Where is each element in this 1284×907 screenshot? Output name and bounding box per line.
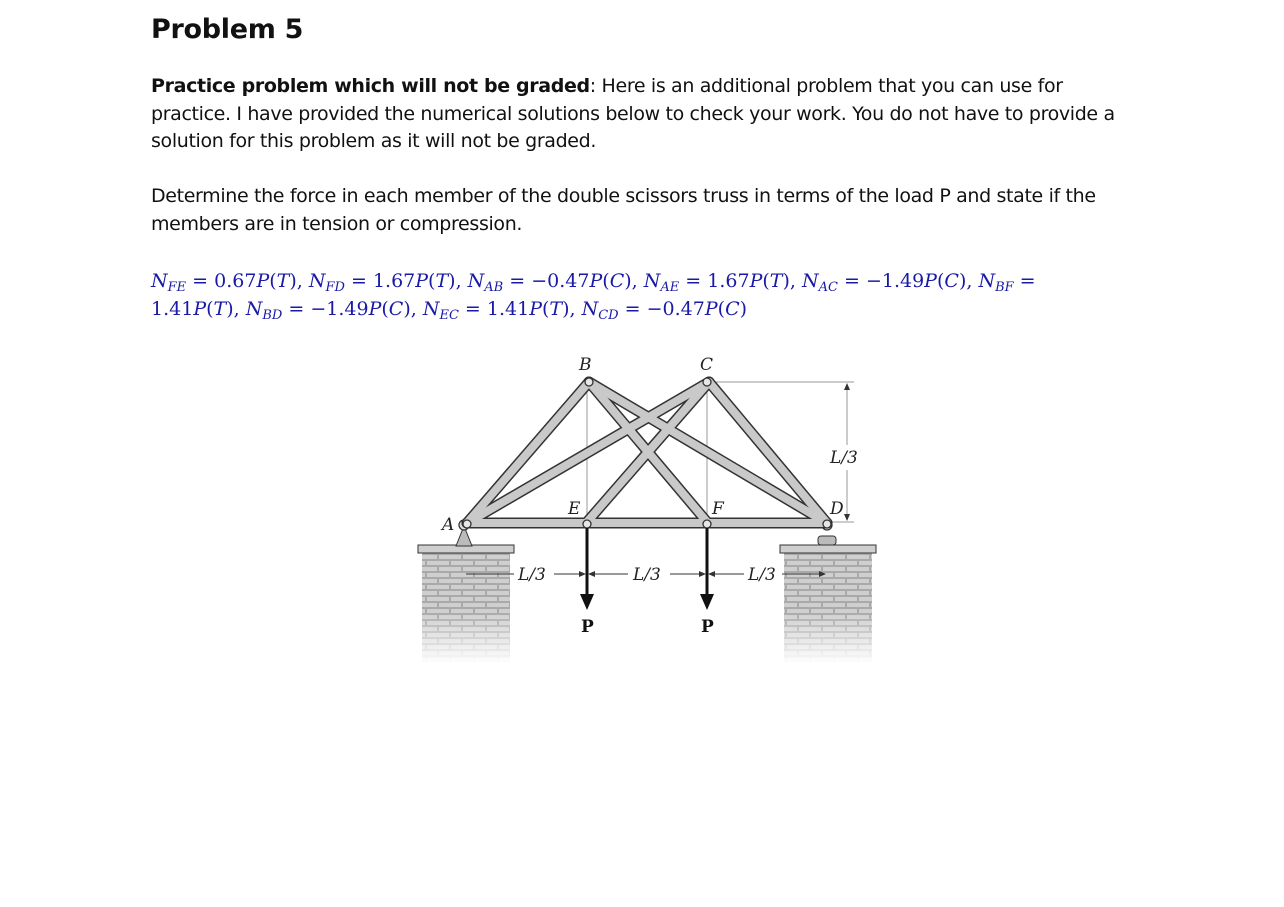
solution-line-2: [151, 295, 1136, 323]
member-force-value: −1.49: [865, 270, 925, 292]
member-state: C: [388, 298, 404, 320]
solution-fe: $N_{FE} = 0.67P(T)$,: [151, 270, 309, 295]
member-force-value: −0.47: [531, 270, 590, 292]
solution-equations: [151, 267, 1136, 323]
problem-statement: Determine the force in each member of the double scissors truss in terms of the load P and state if the members are in tension or compression.: [151, 185, 1096, 235]
solution-bf: $N_{BF}$ =: [978, 270, 1036, 295]
joint-label-f: F: [712, 499, 724, 519]
member-state: T: [549, 298, 563, 320]
truss-members: [467, 382, 827, 523]
joint-label-e: E: [568, 499, 581, 519]
member-force-value: 1.41: [486, 298, 530, 320]
member-state: T: [435, 270, 449, 292]
member-force-value: −0.47: [646, 298, 705, 320]
practice-note-text: : Here is an additional problem that you can use for practice. I have provided the numerical solutions below to check your work. You do not have to provide a solution for this problem as it will not be graded.: [151, 75, 1115, 152]
member-force-value: 0.67: [214, 270, 257, 292]
solution-bd: $N_{BD} = -1.49P(C)$,: [245, 298, 423, 323]
member-subscript: FE: [167, 280, 187, 295]
practice-note-lead: Practice problem which will not be graded: [151, 75, 590, 97]
member-subscript: FD: [325, 280, 345, 295]
right-support: [780, 520, 876, 664]
member-subscript: AC: [818, 280, 838, 295]
member-force-value: 1.67: [372, 270, 416, 292]
load-label-e: P: [581, 617, 594, 637]
truss-figure: [414, 350, 880, 670]
span-label-middle: L/3: [633, 565, 661, 585]
height-dimension-label: L/3: [830, 448, 858, 468]
joint-label-b: B: [579, 355, 592, 375]
member-force-value: 1.41: [151, 298, 194, 320]
solution-ec: $N_{EC} = 1.41P(T)$,: [422, 298, 582, 323]
solution-bf-value: 1.41P(T),: [151, 298, 246, 320]
solution-ae: $N_{AE} = 1.67P(T)$,: [643, 270, 802, 295]
solution-ac: $N_{AC} = -1.49P(C)$,: [801, 270, 979, 295]
solution-line-1: [151, 267, 1136, 295]
member-subscript: EC: [439, 308, 459, 323]
left-support: [418, 520, 514, 664]
member-force-value: 1.67: [707, 270, 750, 292]
problem-heading: Problem 5: [151, 14, 304, 45]
member-subscript: BF: [995, 280, 1014, 295]
member-subscript: CD: [598, 308, 619, 323]
member-state: T: [769, 270, 783, 292]
member-state: T: [276, 270, 290, 292]
solution-ab: $N_{AB} = -0.47P(C)$,: [467, 270, 644, 295]
joint-label-d: D: [830, 499, 844, 519]
member-force-value: −1.49: [310, 298, 369, 320]
member-state: C: [609, 270, 625, 292]
member-state: C: [725, 298, 740, 320]
practice-note: [151, 73, 1136, 156]
span-label-left: L/3: [518, 565, 546, 585]
member-state: C: [944, 270, 959, 292]
member-subscript: AB: [484, 280, 504, 295]
member-subscript: AE: [660, 280, 680, 295]
load-label-f: P: [701, 617, 714, 637]
joint-label-c: C: [700, 355, 714, 375]
member-subscript: BD: [262, 308, 283, 323]
joint-label-a: A: [442, 515, 455, 535]
span-label-right: L/3: [748, 565, 776, 585]
member-state: T: [213, 298, 227, 320]
solution-cd: $N_{CD} = -0.47P(C)$: [581, 298, 748, 323]
solution-fd: $N_{FD} = 1.67P(T)$,: [308, 270, 468, 295]
